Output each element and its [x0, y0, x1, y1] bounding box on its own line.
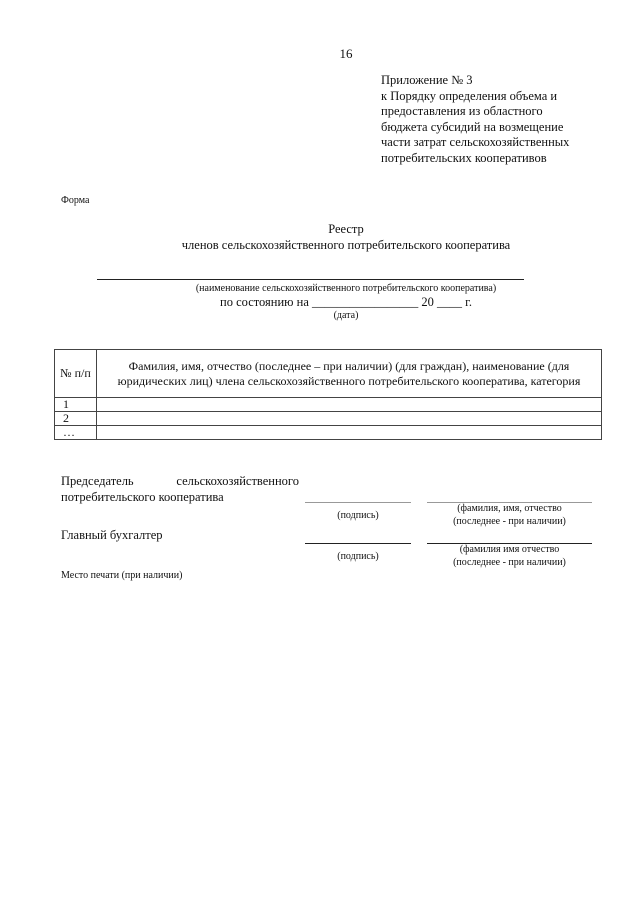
document-title: Реестр [328, 222, 364, 236]
cooperative-name-caption: (наименование сельскохозяйственного потребительского кооператива) [195, 283, 497, 294]
chairman-word-2: сельскохозяйственного [176, 474, 299, 488]
row-number: … [55, 426, 97, 440]
appendix-line: к Порядку определения объема и [381, 88, 558, 103]
chairman-name-caption-2: (последнее - при наличии) [453, 516, 566, 527]
row-number: 1 [55, 398, 97, 412]
accountant-signature-line [305, 543, 411, 544]
row-member-cell [97, 412, 602, 426]
row-member-cell [97, 426, 602, 440]
appendix-line: бюджета субсидий на возмещение [381, 119, 564, 134]
appendix-line: части затрат сельскохозяйственных [381, 135, 570, 149]
table-header-row [55, 350, 602, 398]
chief-accountant-title: Главный бухгалтер [61, 528, 163, 542]
header-member-name: Фамилия, имя, отчество (последнее – при наличии) (для граждан), наименование (для юридических лиц) члена сельскохозяйственного потребительского кооператива, категория [97, 350, 602, 398]
chairman-signature-line [305, 502, 411, 503]
row-number: 2 [55, 412, 97, 426]
appendix-line: предоставления из областного [381, 104, 543, 118]
table-row [55, 412, 602, 426]
members-register-table [54, 349, 602, 440]
table-row [55, 426, 602, 440]
cooperative-name-line [97, 279, 524, 280]
chairman-word-1: Председатель [61, 474, 134, 488]
appendix-line: Приложение № 3 [381, 73, 473, 87]
stamp-place-label: Место печати (при наличии) [61, 570, 183, 581]
chairman-line-2: потребительского кооператива [61, 490, 224, 504]
chairman-title [61, 473, 299, 505]
as-of-date-line: по состоянию на _________________ 20 ____ г. [220, 295, 472, 309]
chairman-name-caption-1: (фамилия, имя, отчество [457, 503, 562, 514]
appendix-line: потребительских кооперативов [381, 150, 547, 165]
row-member-cell [97, 398, 602, 412]
form-label: Форма [61, 195, 90, 206]
page-number: 16 [339, 46, 353, 61]
table-row [55, 398, 602, 412]
accountant-name-caption-1: (фамилия имя отчество [459, 544, 560, 555]
date-caption: (дата) [333, 310, 359, 321]
accountant-signature-caption: (подпись) [337, 551, 379, 562]
chairman-signature-caption: (подпись) [337, 510, 379, 521]
document-subtitle: членов сельскохозяйственного потребительского кооператива [181, 238, 511, 252]
appendix-block [381, 73, 569, 166]
header-number: № п/п [55, 350, 97, 398]
accountant-name-caption-2: (последнее - при наличии) [453, 557, 566, 568]
